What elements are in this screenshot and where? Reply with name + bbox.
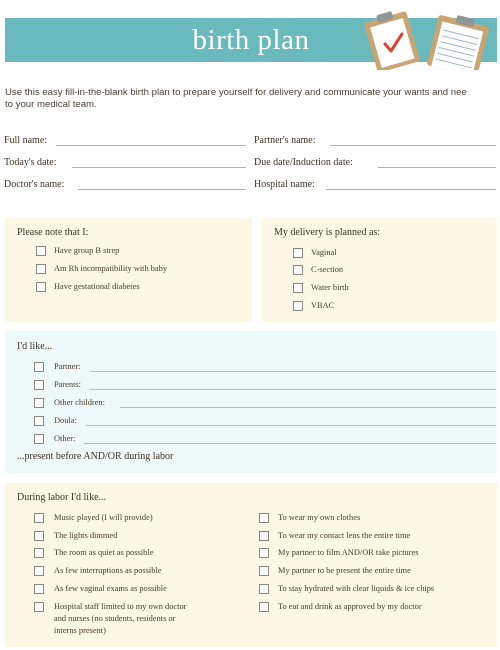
option-label: Music played (I will provide) <box>54 513 153 522</box>
option-label: C-section <box>311 265 344 274</box>
id-like-title: I'd like... <box>17 341 53 352</box>
checkbox[interactable] <box>259 513 269 523</box>
option-label: My partner to be present the entire time <box>278 566 411 575</box>
option-label: Have gestational diabetes <box>54 282 140 291</box>
like-option-partner[interactable] <box>34 362 496 374</box>
during-labor-panel <box>5 483 497 647</box>
doctor-name-field[interactable] <box>4 178 246 192</box>
like-option-doula[interactable] <box>34 416 496 428</box>
intro-line-2: to your medical team. <box>5 99 97 110</box>
checkbox[interactable] <box>34 362 44 372</box>
hospital-name-line[interactable] <box>326 189 496 190</box>
option-label: To wear my own clothes <box>278 513 361 522</box>
todays-date-line[interactable] <box>72 167 246 168</box>
like-option-other[interactable] <box>34 434 496 446</box>
checkbox[interactable] <box>34 566 44 576</box>
checkbox[interactable] <box>34 380 44 390</box>
option-label: Doula: <box>54 416 77 425</box>
delivery-panel <box>262 218 497 322</box>
option-label: Parents: <box>54 380 81 389</box>
fill-in-line[interactable] <box>84 443 496 444</box>
partner-name-field[interactable] <box>254 134 496 148</box>
full-name-line[interactable] <box>56 145 246 146</box>
intro-line-1: Use this easy fill-in-the-blank birth plan to prepare yourself for delivery and communicate your wants and nee <box>5 87 467 98</box>
checkbox[interactable] <box>34 548 44 558</box>
checkbox[interactable] <box>36 264 46 274</box>
due-date-field[interactable] <box>254 156 496 170</box>
option-label: To stay hydrated with clear liquids & ice chips <box>278 584 435 593</box>
todays-date-field[interactable] <box>4 156 246 170</box>
during-labor-title: During labor I'd like... <box>17 492 107 503</box>
option-label: Other children: <box>54 398 105 407</box>
option-label: My partner to film AND/OR take pictures <box>278 548 419 557</box>
checkbox[interactable] <box>34 602 44 612</box>
full-name-label: Full name: <box>4 135 48 146</box>
page-title: birth plan <box>192 24 310 56</box>
checkbox[interactable] <box>34 584 44 594</box>
option-label: To eat and drink as approved by my doctor <box>278 602 422 611</box>
please-note-panel <box>5 218 252 322</box>
intro-text <box>5 87 495 111</box>
option-label: To wear my contact lens the entire time <box>278 531 411 540</box>
option-label: VBAC <box>311 301 335 310</box>
checkbox[interactable] <box>259 531 269 541</box>
option-label: The lights dimmed <box>54 531 118 540</box>
checkbox[interactable] <box>34 398 44 408</box>
option-label: Water birth <box>311 283 349 292</box>
option-label: The room as quiet as possible <box>54 548 154 557</box>
fill-in-line[interactable] <box>90 389 496 390</box>
checkbox[interactable] <box>293 265 303 275</box>
checkbox[interactable] <box>293 301 303 311</box>
checkbox[interactable] <box>36 246 46 256</box>
due-date-line[interactable] <box>378 167 496 168</box>
due-date-label: Due date/Induction date: <box>254 157 353 168</box>
checkbox[interactable] <box>36 282 46 292</box>
fill-in-line[interactable] <box>90 371 496 372</box>
full-name-field[interactable] <box>4 134 246 148</box>
checkbox[interactable] <box>293 248 303 258</box>
doctor-name-label: Doctor's name: <box>4 179 65 190</box>
clipboard-lined-icon <box>426 14 489 70</box>
todays-date-label: Today's date: <box>4 157 57 168</box>
id-like-footer: ...present before AND/OR during labor <box>17 451 174 462</box>
option-label: As few interruptions as possible <box>54 566 162 575</box>
delivery-title: My delivery is planned as: <box>274 227 381 238</box>
option-label: As few vaginal exams as possible <box>54 584 167 593</box>
option-label: Have group B strep <box>54 246 120 255</box>
option-label: Partner: <box>54 362 81 371</box>
option-label: Am Rh incompatibility with baby <box>54 264 168 273</box>
id-like-panel <box>5 331 497 473</box>
option-label: Hospital staff limited to my own doctor <box>54 602 187 611</box>
like-option-other-children[interactable] <box>34 398 496 410</box>
option-label-continued: and nurses (no students, residents or <box>54 614 176 623</box>
checkbox[interactable] <box>34 434 44 444</box>
please-note-title: Please note that I: <box>17 227 89 238</box>
checkbox[interactable] <box>259 548 269 558</box>
clipboards-illustration <box>360 6 500 70</box>
like-option-parents[interactable] <box>34 380 496 392</box>
hospital-name-label: Hospital name: <box>254 179 315 190</box>
doctor-name-line[interactable] <box>78 189 246 190</box>
option-label: Vaginal <box>311 248 337 257</box>
option-label-continued: interns present) <box>54 626 106 635</box>
hospital-name-field[interactable] <box>254 178 496 192</box>
checkbox[interactable] <box>34 513 44 523</box>
checkbox[interactable] <box>34 416 44 426</box>
checkbox[interactable] <box>259 584 269 594</box>
option-label: Other: <box>54 434 76 443</box>
fill-in-line[interactable] <box>120 407 496 408</box>
checkbox[interactable] <box>259 602 269 612</box>
clipboard-check-icon <box>364 11 421 70</box>
checkbox[interactable] <box>34 531 44 541</box>
checkbox[interactable] <box>259 566 269 576</box>
checkbox[interactable] <box>293 283 303 293</box>
partner-name-line[interactable] <box>330 145 496 146</box>
fill-in-line[interactable] <box>86 425 496 426</box>
partner-name-label: Partner's name: <box>254 135 316 146</box>
